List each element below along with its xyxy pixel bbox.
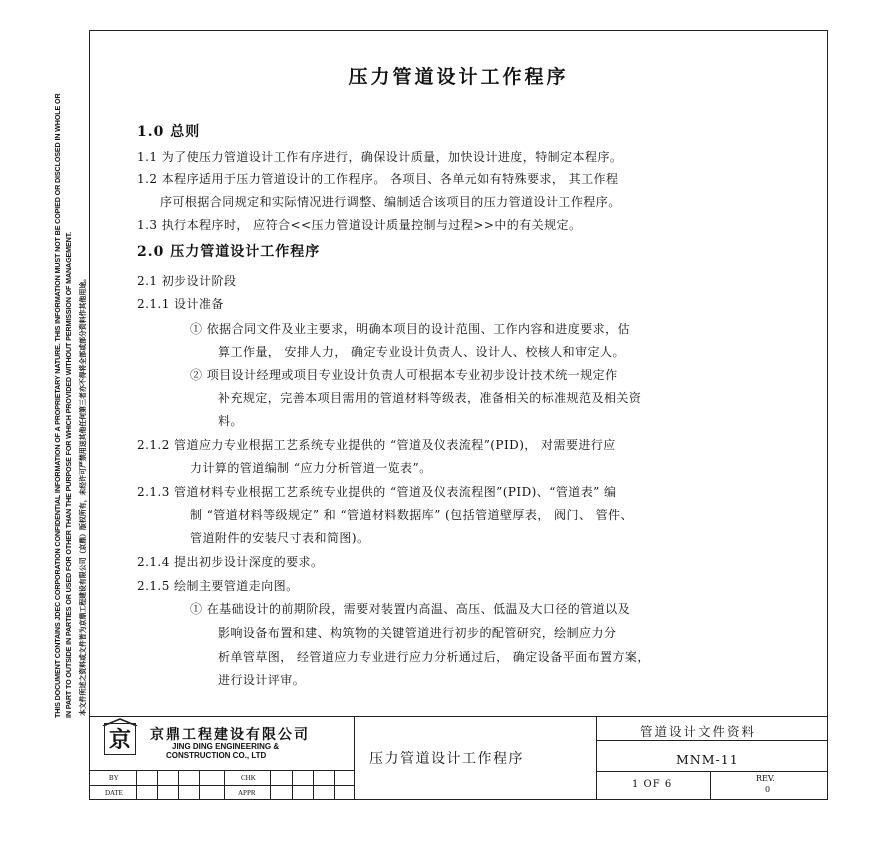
- divider: [313, 770, 314, 800]
- text-line: 序可根据合同规定和实际情况进行调整、编制适合该项目的压力管道设计工作程序。: [160, 195, 621, 209]
- divider: [596, 771, 828, 772]
- divider: [596, 740, 828, 741]
- divider: [136, 770, 137, 800]
- divider: [354, 716, 355, 800]
- doc-category: 管道设计文件资料: [640, 724, 757, 739]
- text-line: 力计算的管道编制 “应力分析管道一览表”。: [190, 461, 432, 475]
- company-logo-char: 京: [108, 727, 131, 753]
- appr-label: APPR: [238, 789, 256, 797]
- text-line: 影响设备布置和建、构筑物的关键管道进行初步的配管研究，绘制应力分: [218, 626, 617, 640]
- text-line: 2.1.5 绘制主要管道走向图。: [137, 579, 299, 593]
- text-line: 管道附件的安装尺寸表和简图)。: [190, 531, 370, 545]
- company-name-cn: 京鼎工程建设有限公司: [150, 727, 310, 743]
- text-line: 算工作量， 安排人力， 确定专业设计负责人、设计人、校核人和审定人。: [218, 345, 625, 359]
- text-line: 2.1 初步设计阶段: [137, 274, 237, 288]
- text-line: 2.1.2 管道应力专业根据工艺系统专业提供的 “管道及仪表流程”(PID)， 对需要进行应: [137, 438, 616, 452]
- text-line: 补充规定，完善本项目需用的管道材料等级表，准备相关的标准规范及相关资: [218, 391, 642, 405]
- divider: [89, 770, 354, 771]
- text-line: ② 项目设计经理或项目专业设计负责人可根据本专业初步设计技术统一规定作: [190, 368, 618, 382]
- text-line: ① 依据合同文件及业主要求，明确本项目的设计范围、工作内容和进度要求，估: [190, 322, 631, 336]
- document-title: 压力管道设计工作程序: [348, 66, 569, 88]
- doc-number: MNM-11: [676, 752, 739, 767]
- divider: [157, 770, 158, 800]
- text-line: 进行设计评审。: [218, 673, 306, 687]
- text-line: 制 “管道材料等级规定” 和 “管道材料数据库” (包括管道壁厚表， 阀门、 管件、: [190, 508, 634, 522]
- text-line: 1.2 本程序适用于压力管道设计的工作程序。 各项目、各单元如有特殊要求， 其工作程: [137, 172, 619, 186]
- page-count: 1 OF 6: [632, 779, 673, 790]
- text-line: 1.3 执行本程序时， 应符合<<压力管道设计质量控制与过程>>中的有关规定。: [137, 218, 582, 232]
- confidentiality-notice-en-2: IN PART TO OUTSIDE IN PARTIES OR USED FOR OTHER THAN THE PURPOSE FOR WHICH PROVIDED WITHOUT PERMISSION OF MANAGEMENT.: [64, 232, 73, 718]
- divider: [178, 770, 179, 800]
- divider: [199, 770, 200, 800]
- text-line: ① 在基础设计的前期阶段，需要对装置内高温、高压、低温及大口径的管道以及: [190, 602, 631, 616]
- rev-value: 0: [765, 785, 771, 794]
- text-line: 1.1 为了使压力管道设计工作有序进行，确保设计质量，加快设计进度，特制定本程序。: [137, 150, 623, 164]
- text-line: 2.1.3 管道材料专业根据工艺系统专业提供的 “管道及仪表流程图”(PID)、“管道表” 编: [137, 485, 617, 499]
- document-frame: [89, 30, 828, 800]
- divider: [596, 716, 597, 800]
- confidentiality-notice-en-1: THIS DOCUMENT CONTAINS JDEC CORPORATION CONFIDENTIAL INFORMATION OF A PROPRIETARY NATURE. THIS INFORMATION MUST NOT BE COPIED OR DISCLOSED IN WHOLE OR: [53, 93, 62, 718]
- text-line: 2.1.1 设计准备: [137, 297, 224, 311]
- section-heading-2: 2.0 压力管道设计工作程序: [137, 244, 321, 260]
- text-line: 料。: [218, 414, 243, 428]
- title-block-doc-title: 压力管道设计工作程序: [369, 751, 524, 767]
- section-heading-1: 1.0 总则: [137, 124, 201, 140]
- by-label: BY: [109, 774, 119, 782]
- date-label: DATE: [105, 789, 123, 797]
- text-line: 析单管草图， 经管道应力专业进行应力分析通过后， 确定设备平面布置方案，: [218, 650, 650, 664]
- divider: [292, 770, 293, 800]
- divider: [334, 770, 335, 800]
- divider: [710, 771, 711, 800]
- divider: [89, 785, 354, 786]
- divider: [224, 770, 225, 800]
- rev-label: REV.: [756, 774, 775, 783]
- company-name-en-1: JING DING ENGINEERING &: [172, 742, 280, 751]
- text-line: 2.1.4 提出初步设计深度的要求。: [137, 555, 324, 569]
- divider: [270, 770, 271, 800]
- confidentiality-notice-cn: 本文件所述之资料或文件皆为京鼎工程建设有限公司（京鼎）版权所有，未经许可严禁用送其他任何第三者亦不得将全部或部分资料作其他用途。: [80, 275, 87, 716]
- chk-label: CHK: [241, 774, 256, 782]
- company-name-en-2: CONSTRUCTION CO., LTD: [166, 751, 267, 760]
